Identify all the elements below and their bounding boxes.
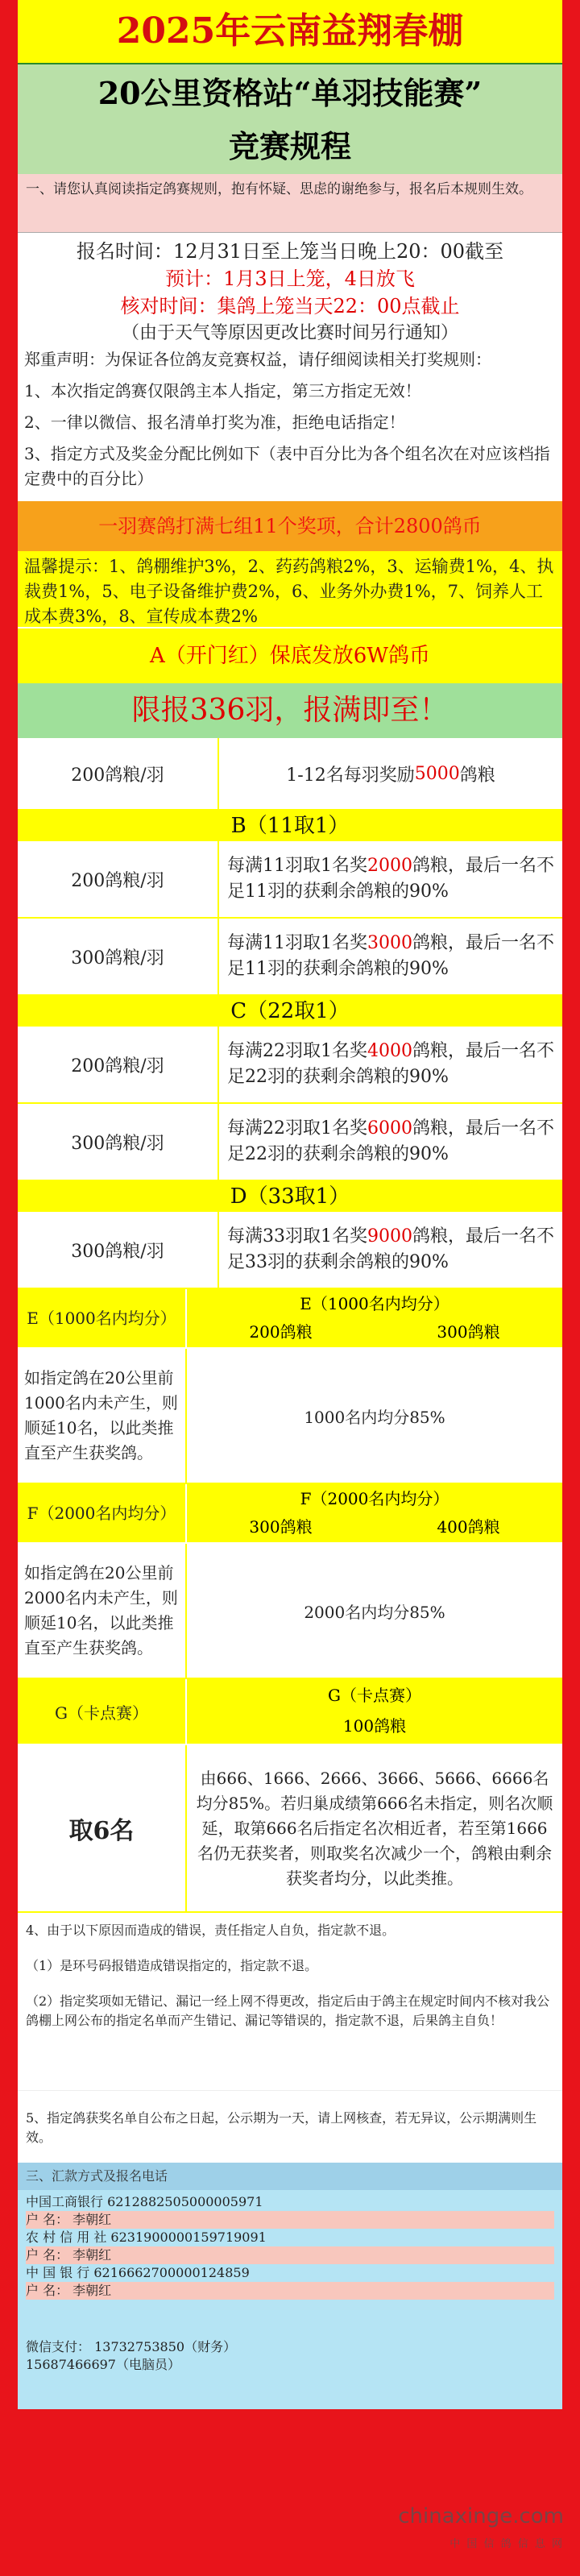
prize-remainder: 鸽粮，最后一名不足11羽的获剩余鸽粮的90% [227,933,555,979]
f-right-text: 2000名内均分85% [304,1602,445,1622]
signup-time: 报名时间：12月31日至上笼当日晚上20：00截至 [76,240,504,263]
f-price-1: 300鸽粮 [249,1517,313,1537]
group-g-left-title: G（卡点赛） [18,1679,187,1744]
limit-banner: 限报336羽，报满即至！ [18,683,562,738]
prize-rule: 每满33羽取1名奖 [227,1226,367,1247]
forecast: 预计：1月3日上笼，4日放飞 [165,268,415,290]
prize-remainder: 鸽粮，最后一名不足11羽的获剩余鸽粮的90% [227,856,555,902]
prize-remainder: 鸽粮，最后一名不足22羽的获剩余鸽粮的90% [227,1041,555,1087]
prize-remainder: 鸽粮，最后一名不足33羽的获剩余鸽粮的90% [227,1226,555,1272]
subtitle-block [18,64,562,174]
prize-rule: 每满11羽取1名奖 [227,856,367,876]
table-row [18,1104,562,1181]
prize-cell [219,1104,562,1180]
rule-2: 2、一律以微信、报名清单打奖为准，拒绝电话指定！ [24,413,405,432]
group-c-title: C（22取1） [18,996,562,1027]
prize-amount: 4000 [367,1041,412,1061]
prize-text [227,1039,554,1090]
prize-text [227,931,554,982]
term-4-1: （1）是环号码报错造成错误指定的，指定款不退。 [26,1958,318,1973]
bank-3-holder: 户 名： 李朝红 [26,2282,554,2300]
subtitle-line2: 竞赛规程 [228,128,351,164]
payment-block [18,2190,562,2409]
term-5-block [18,2090,562,2163]
weather-note: （由于天气等原因更改比赛时间另行通知） [121,323,458,343]
table-row [18,919,562,996]
group-e-header [18,1289,562,1349]
prize-rule: 每满22羽取1名奖 [227,1118,367,1139]
table-row [18,1212,562,1289]
prize-cell [219,1027,562,1102]
tips-text: 温馨提示：1、鸽棚维护3%，2、药药鸽粮2%，3、运输费1%，4、执裁费1%，5、电子设备维护费2%，6、业务外办费1%，7、饲养人工成本费3%，8、宣传成本费2% [18,551,562,627]
rule-1: 1、本次指定鸽赛仅限鸽主本人指定，第三方指定无效！ [24,381,421,400]
declare-text: 郑重声明：为保证各位鸽友竞赛权益，请仔细阅读相关打奖规则： [24,350,491,369]
bank-1-holder: 户 名： 李朝红 [26,2211,554,2229]
term-4-2: （2）指定奖项如无错记、漏记一经上网不得更改，指定后由于鸽主在规定时间内不核对我公鸽棚上网公布的指定名单而产生错记、漏记等错误的，指定款不退，后果鸽主自负！ [26,1993,550,2028]
group-g-right-head [187,1679,562,1744]
group-f-prices [187,1513,562,1541]
payment-title: 三、汇款方式及报名电话 [18,2163,562,2190]
bank-1: 中国工商银行 6212882505000005971 [26,2194,263,2209]
group-e-left-title: E（1000名内均分） [18,1289,187,1347]
term-4: 4、由于以下原因而造成的错误，责任指定人自负，指定款不退。 [26,1923,396,1938]
price-cell: 200鸽粮/羽 [18,1027,219,1102]
group-g-right-title: G（卡点赛） [328,1686,421,1705]
prize-text [227,1116,554,1168]
e-right-text: 1000名内均分85% [304,1407,445,1427]
prize-text [227,853,554,905]
group-b-title: B（11取1） [18,811,562,841]
group-e-right-title: E（1000名内均分） [300,1294,450,1313]
table-row [18,738,562,811]
group-f-right-title: F（2000名内均分） [300,1489,450,1508]
e-price-1: 200鸽粮 [249,1322,313,1342]
prize-amount: 3000 [367,933,412,953]
prize-amount: 6000 [367,1118,412,1139]
bank-2: 农 村 信 用 社 6231900000159719091 [26,2230,267,2245]
group-d-title: D（33取1） [18,1181,562,1212]
verify-time: 核对时间：集鸽上笼当天22：00点截止 [120,295,460,317]
term-5: 5、指定鸽获奖名单自公布之日起，公示期为一天，请上网核查，若无异议，公示期满则生效。 [26,2110,537,2145]
g-left-text: 取6名 [18,1745,187,1911]
prize-rule: 每满11羽取1名奖 [227,933,367,953]
terms-block [18,1913,562,2090]
price-cell: 300鸽粮/羽 [18,919,219,994]
g-right-text: 由666、1666、2666、3666、5666、6666名均分85%。若归巢成绩第666名未指定，则名次顺延，取第666名后指定名次相近者，若至第1666名仍无获奖者，则取奖名次减少一个，鸽粮由剩余获奖者均分，以此类推。 [196,1768,553,1888]
rules-block [18,347,562,501]
subtitle-line1: 20公里资格站“单羽技能赛” [97,75,483,111]
group-d-rows [18,1212,562,1289]
group-g-header [18,1679,562,1745]
prize-cell [219,919,562,994]
rule-3: 3、指定方式及奖金分配比例如下（表中百分比为各个组名次在对应该档指定费中的百分比） [24,444,550,488]
watermark-cn: 中 国 信 鸽 信 息 网 [450,2538,564,2550]
group-f-right-head [187,1484,562,1542]
wechat-pay: 微信支付： 13732753850（财务） [26,2339,237,2354]
page-title: 2025年云南益翔春棚 [18,0,562,64]
group-f-row [18,1544,562,1679]
g-price: 100鸽粮 [342,1716,407,1736]
price-cell: 200鸽粮/羽 [18,738,219,809]
phone-number: 15687466697（电脑员） [26,2357,180,2372]
bank-3: 中 国 银 行 6216662700000124859 [26,2265,250,2280]
prize-rule: 每满22羽取1名奖 [227,1041,367,1061]
prize-text: 1-12名每羽奖励 [286,765,415,786]
bank-2-holder: 户 名： 李朝红 [26,2246,554,2264]
prize-cell [219,738,562,809]
watermark: chinaxinge.com [398,2504,564,2528]
price-cell: 200鸽粮/羽 [18,841,219,917]
prize-remainder: 鸽粮，最后一名不足22羽的获剩余鸽粮的90% [227,1118,555,1164]
intro-text: 一、请您认真阅读指定鸽赛规则，抱有怀疑、思虑的谢绝参与，报名后本规则生效。 [18,174,562,232]
f-left-text: 如指定鸽在20公里前2000名内未产生，则顺延10名，以此类推直至产生获奖鸽。 [18,1544,187,1678]
page [18,0,562,2576]
price-cell: 300鸽粮/羽 [18,1212,219,1288]
group-a-title: A（开门红）保底发放6W鸽币 [18,627,562,683]
group-e-right-head [187,1289,562,1347]
e-price-2: 300鸽粮 [437,1322,500,1342]
group-g-row [18,1745,562,1913]
time-box [18,232,562,347]
prize-amount: 5000 [414,763,460,784]
prize-cell [219,841,562,917]
group-e-prices [187,1318,562,1346]
f-price-2: 400鸽粮 [437,1517,500,1537]
group-b-rows [18,841,562,996]
prize-amount: 2000 [367,856,412,876]
group-f-left-title: F（2000名内均分） [18,1484,187,1542]
e-left-text: 如指定鸽在20公里前1000名内未产生，则顺延10名，以此类推直至产生获奖鸽。 [18,1349,187,1483]
prize-unit: 鸽粮 [459,765,495,786]
group-f-header [18,1484,562,1544]
table-row [18,841,562,919]
prize-amount: 9000 [367,1226,412,1247]
orange-band: 一羽赛鸽打满七组11个奖项，合计2800鸽币 [18,501,562,551]
price-cell: 300鸽粮/羽 [18,1104,219,1180]
table-row [18,1027,562,1104]
group-c-rows [18,1027,562,1181]
prize-text [227,1224,554,1276]
group-e-row [18,1349,562,1484]
prize-cell [219,1212,562,1288]
